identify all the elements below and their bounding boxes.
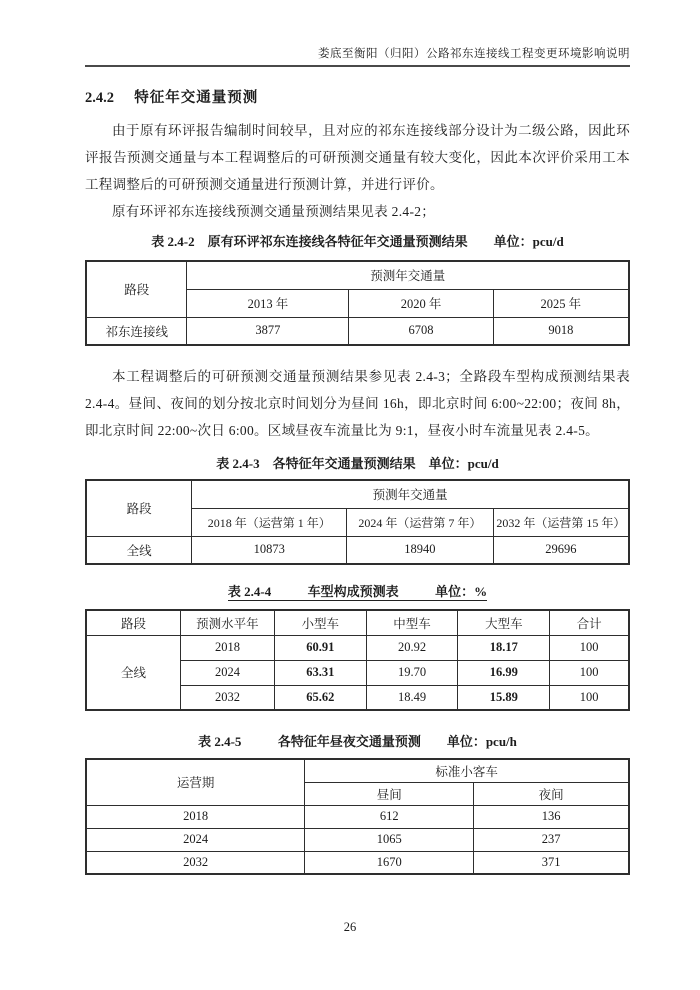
caption-label: 表 2.4-2 [151,234,195,249]
header-cell-year: 2018 年（运营第 1 年） [192,508,347,536]
header-cell-year: 2013 年 [187,289,349,317]
header-cell-year: 2032 年（运营第 15 年） [493,508,629,536]
table-row [86,536,629,564]
data-cell: 10873 [192,536,347,564]
table-244-caption [85,583,630,601]
caption-label: 表 2.4-5 [198,734,242,749]
paragraph-ref-tables: 本工程调整后的可研预测交通量预测结果参见表 2.4-3；全路段车型构成预测结果表 2.4-4。昼间、夜间的划分按北京时间划分为昼间 16h，即北京时间 6:00~22:00；夜间 8h，即北京时间 22:00~次日 6:00。区域昼夜车流量比为 9:1，昼夜小时车流量见表 2.4-5。 [85,369,630,438]
data-cell: 2024 [180,660,274,685]
section-heading [85,88,630,108]
table-244 [85,609,630,711]
caption-unit: 单位：% [435,584,488,599]
section-title: 特征年交通量预测 [134,90,259,106]
header-cell: 路段 [86,610,180,635]
data-cell: 3877 [187,317,349,345]
data-cell: 2024 [86,828,305,851]
table-row [86,317,629,345]
table-242 [85,260,630,346]
header-title: 娄底至衡阳（归阳）公路祁东连接线工程变更环境影响说明 [318,48,630,60]
row-label-cell: 祁东连接线 [86,317,187,345]
table-245 [85,758,630,875]
header-cell-day: 昼间 [305,782,474,805]
data-cell: 63.31 [274,660,366,685]
data-cell: 18940 [347,536,494,564]
table-242-caption [85,233,630,251]
data-cell: 29696 [493,536,629,564]
table-243 [85,479,630,565]
caption-label: 表 2.4-4 [227,584,272,599]
row-label-cell: 全线 [86,536,192,564]
data-cell: 2032 [180,685,274,710]
header-cell: 小型车 [274,610,366,635]
data-cell: 100 [550,635,629,660]
table-row [86,851,629,874]
data-cell: 136 [474,805,629,828]
table-row [86,759,629,782]
header-cell: 合计 [550,610,629,635]
data-cell: 16.99 [458,660,550,685]
caption-title: 各特征年交通量预测结果 [272,456,416,471]
data-cell: 65.62 [274,685,366,710]
paragraph-ref-table242: 原有环评祁东连接线预测交通量预测结果见表 2.4-2； [112,204,436,219]
header-cell: 大型车 [458,610,550,635]
data-cell: 237 [474,828,629,851]
caption-title: 原有环评祁东连接线各特征年交通量预测结果 [207,234,468,249]
caption-unit: 单位：pcu/d [493,234,564,249]
paragraph-intro: 由于原有环评报告编制时间较早，且对应的祁东连接线部分设计为二级公路，因此环评报告预测交通量与本工程调整后的可研预测交通量有较大变化，因此本次评价采用工本工程调整后的可研预测交通量进行预测计算，并进行评价。 [85,123,630,192]
header-cell-year: 2020 年 [349,289,493,317]
data-cell: 60.91 [274,635,366,660]
table-row [86,635,629,660]
caption-unit: 单位：pcu/h [446,734,517,749]
header-cell-year: 2025 年 [493,289,629,317]
table-row [86,610,629,635]
caption-unit: 单位：pcu/d [428,456,499,471]
table-row [86,828,629,851]
data-cell: 100 [550,685,629,710]
data-cell: 9018 [493,317,629,345]
table-245-caption [85,733,630,751]
data-cell: 2018 [86,805,305,828]
header-cell-period: 运营期 [86,759,305,805]
table-row [86,480,629,508]
table-row [86,805,629,828]
table-243-caption [85,455,630,473]
data-cell: 18.17 [458,635,550,660]
data-cell: 2032 [86,851,305,874]
header-cell-group: 预测年交通量 [187,261,629,289]
data-cell: 612 [305,805,474,828]
header-cell: 中型车 [366,610,458,635]
caption-title: 车型构成预测表 [307,584,399,599]
header-cell-group: 标准小客车 [305,759,629,782]
page-number: 26 [343,920,357,934]
data-cell: 15.89 [458,685,550,710]
header-cell: 预测水平年 [180,610,274,635]
header-cell-group: 预测年交通量 [192,480,629,508]
table-row [86,261,629,289]
caption-label: 表 2.4-3 [216,456,260,471]
caption-title: 各特征年昼夜交通量预测 [277,734,421,749]
data-cell: 1670 [305,851,474,874]
data-cell: 2018 [180,635,274,660]
data-cell: 20.92 [366,635,458,660]
header-cell-segment: 路段 [86,480,192,536]
header-cell-year: 2024 年（运营第 7 年） [347,508,494,536]
header-cell-night: 夜间 [474,782,629,805]
section-number: 2.4.2 [85,90,114,106]
data-cell: 18.49 [366,685,458,710]
data-cell: 100 [550,660,629,685]
header-cell-segment: 路段 [86,261,187,317]
data-cell: 1065 [305,828,474,851]
data-cell: 6708 [349,317,493,345]
data-cell: 371 [474,851,629,874]
page-header [85,46,630,67]
row-label-cell: 全线 [86,635,180,710]
data-cell: 19.70 [366,660,458,685]
